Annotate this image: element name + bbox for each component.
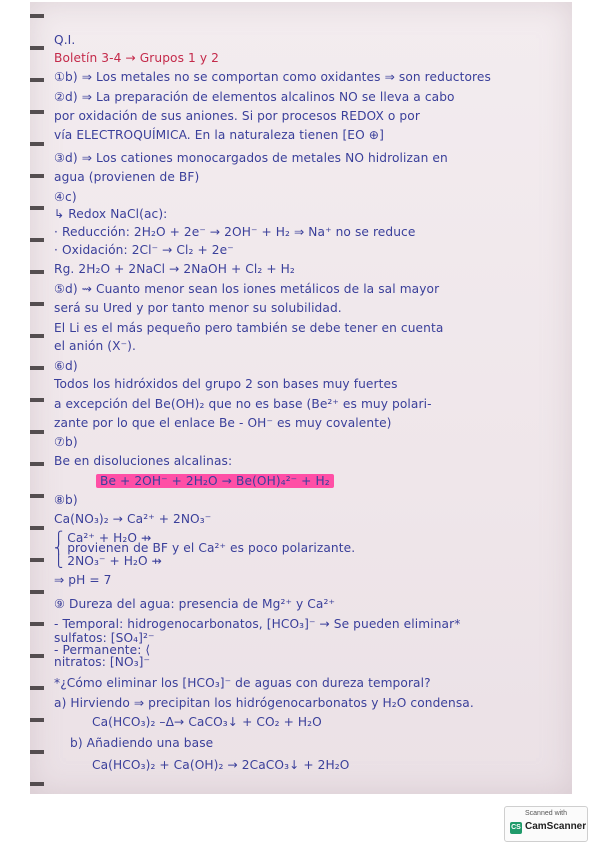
answer-6-cont2: zante por lo que el enlace Be - OH⁻ es muy covalente) (54, 416, 392, 430)
answer-5-cont: será su Ured y por tanto menor su solubilidad. (54, 301, 342, 315)
reduction-eq: · Reducción: 2H₂O + 2e⁻ → 2OH⁻ + H₂ ⇒ Na⁺ no se reduce (54, 225, 416, 239)
method-b: b) Añadiendo una base (70, 736, 214, 750)
spiral-binding (30, 2, 44, 794)
camscanner-logo-icon: CS (510, 822, 522, 834)
dissociation-eq: Ca(NO₃)₂ → Ca²⁺ + 2NO₃⁻ (54, 512, 212, 526)
hydrolysis-ca: ⎧ Ca²⁺ + H₂O ⇸ (54, 531, 152, 545)
answer-2-cont2: vía ELECTROQUÍMICA. En la naturaleza tienen [EO ⊕] (54, 128, 384, 142)
header-qi: Q.I. (54, 33, 76, 47)
nitrates: nitratos: [NO₃]⁻ (54, 655, 151, 669)
answer-5: ⑤d) ⇝ Cuanto menor sean los iones metálicos de la sal mayor (54, 282, 440, 296)
answer-2: ②d) ⇒ La preparación de elementos alcalinos NO se lleva a cabo (54, 90, 455, 104)
answer-1: ①b) ⇒ Los metales no se comportan como oxidantes ⇒ son reductores (54, 70, 491, 84)
question-remove: *¿Cómo eliminar los [HCO₃]⁻ de aguas con dureza temporal? (54, 676, 431, 690)
answer-3-cont: agua (provienen de BF) (54, 170, 200, 184)
answer-3: ③d) ⇒ Los cationes monocargados de metales NO hidrolizan en (54, 151, 448, 165)
answer-5-cont3: el anión (X⁻). (54, 339, 136, 353)
answer-5-cont2: El Li es el más pequeño pero también se debe tener en cuenta (54, 321, 444, 335)
answer-6-cont: a excepción del Be(OH)₂ que no es base (Be²⁺ es muy polari- (54, 397, 432, 411)
answer-4: ④c) (54, 190, 77, 204)
global-reaction: Rg. 2H₂O + 2NaCl → 2NaOH + Cl₂ + H₂ (54, 262, 295, 276)
method-a: a) Hirviendo ⇒ precipitan los hidrógenocarbonatos y H₂O condensa. (54, 696, 474, 710)
permanent-hardness: - Permanente: ⟨ (54, 643, 151, 657)
answer-2-cont: por oxidación de sus aniones. Si por procesos REDOX o por (54, 109, 420, 123)
temporal-hardness: - Temporal: hidrogenocarbonatos, [HCO₃]⁻ → Se pueden eliminar* (54, 617, 461, 631)
method-b-eq: Ca(HCO₃)₂ + Ca(OH)₂ → 2CaCO₃↓ + 2H₂O (92, 758, 350, 772)
bulletin-title: Boletín 3-4 → Grupos 1 y 2 (54, 51, 219, 65)
answer-9: ⑨ Dureza del agua: presencia de Mg²⁺ y Ca²⁺ (54, 597, 335, 611)
answer-7: ⑦b) (54, 435, 78, 449)
method-a-eq: Ca(HCO₃)₂ –Δ→ CaCO₃↓ + CO₂ + H₂O (92, 715, 322, 729)
camscanner-watermark (504, 806, 588, 842)
answer-6: ⑥d) (54, 359, 78, 373)
redox-heading: ↳ Redox NaCl(ac): (54, 207, 168, 221)
oxidation-eq: · Oxidación: 2Cl⁻ → Cl₂ + 2e⁻ (54, 243, 234, 257)
answer-8: ⑧b) (54, 493, 78, 507)
hydrolysis-no3: ⎩ 2NO₃⁻ + H₂O ⇸ (54, 554, 162, 568)
notebook-page (30, 2, 572, 794)
hydrolysis-note: ⎨ provienen de BF y el Ca²⁺ es poco polarizante. (54, 541, 356, 555)
camscanner-brand: CamScanner (525, 821, 587, 832)
sulfates: sulfatos: [SO₄]²⁻ (54, 631, 155, 645)
answer-7-text: Be en disoluciones alcalinas: (54, 454, 233, 468)
ph-result: ⇒ pH = 7 (54, 573, 112, 587)
scanned-with-label: Scanned with (524, 810, 568, 817)
highlighted-equation-text: Be + 2OH⁻ + 2H₂O → Be(OH)₄²⁻ + H₂ (96, 474, 334, 488)
answer-6-text: Todos los hidróxidos del grupo 2 son bases muy fuertes (54, 377, 398, 391)
highlighted-equation (96, 473, 334, 489)
